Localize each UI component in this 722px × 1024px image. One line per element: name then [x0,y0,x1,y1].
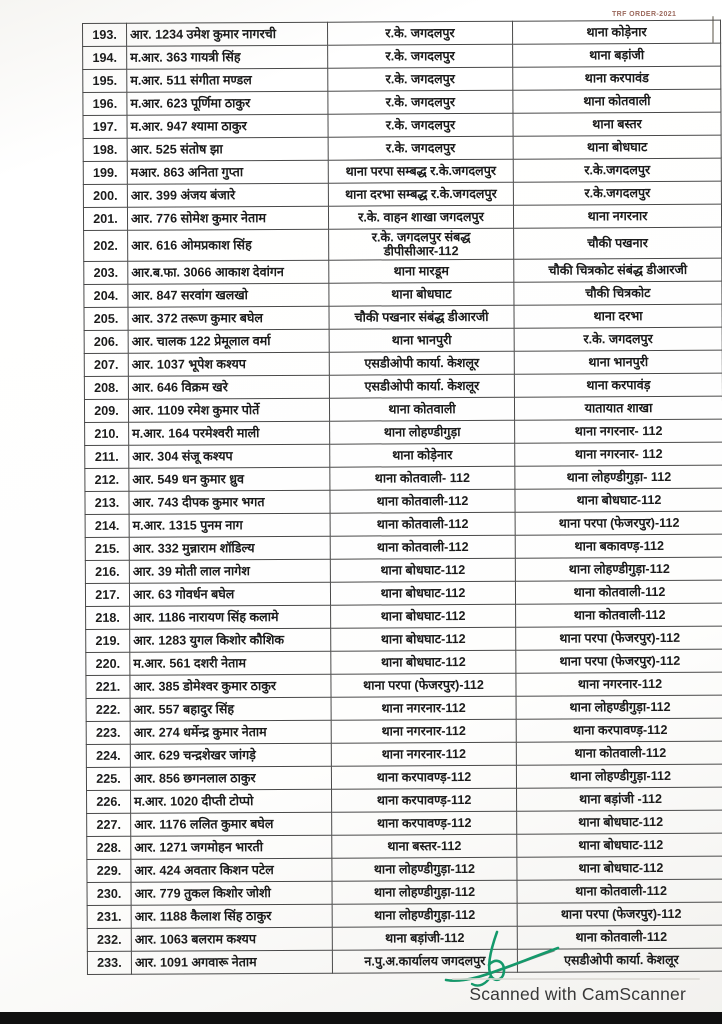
serial-cell: 206. [84,330,128,353]
serial-cell: 200. [83,184,127,207]
name-cell: आर. 274 धर्मेन्द्र कुमार नेताम [130,720,331,744]
name-cell: आर. 1271 जगमोहन भारती [131,835,332,859]
serial-cell: 218. [86,606,130,629]
table-row [83,43,721,69]
to-posting-cell: थाना बोधघाट-112 [517,810,722,834]
name-cell: म.आर. 623 पूर्णिमा ठाकुर [127,91,328,115]
trf-order-watermark: TRF ORDER-2021 [612,11,677,18]
serial-cell: 208. [84,376,128,399]
to-posting-cell: थाना लोहण्डीगुड़ा-112 [516,764,722,788]
serial-cell: 199. [83,161,127,184]
to-posting-cell: थाना बस्तर [513,112,721,136]
name-cell: म.आर. 1315 पुनम नाग [129,513,330,537]
name-cell: आर. 616 ओमप्रकाश सिंह [128,229,329,261]
to-posting-cell: थाना बोधघाट-112 [517,833,722,857]
table-row [86,764,722,790]
name-cell: आर. 525 संतोष झा [127,137,328,161]
table-row [85,534,722,560]
name-cell: म.आर. 363 गायत्री सिंह [127,45,328,69]
from-posting-cell: थाना बोधघाट-112 [330,581,515,605]
table-row [87,902,722,928]
serial-cell: 232. [87,928,131,951]
to-posting-cell: थाना लोहण्डीगुड़ा- 112 [515,465,722,489]
serial-cell: 213. [85,491,129,514]
name-cell: आर. 1283 युगल किशोर कौशिक [130,628,331,652]
from-posting-cell: र.के. जगदलपुर [328,44,513,68]
serial-cell: 216. [85,560,129,583]
to-posting-cell: एसडीओपी कार्या. केशलूर [517,948,722,972]
camscanner-credit: Scanned with CamScanner [469,984,686,1004]
from-posting-cell: थाना नगरनार-112 [331,719,516,743]
to-posting-cell: थाना परपा (फेजरपुर)-112 [515,511,722,535]
to-posting-cell: थाना नगरनार [513,204,721,228]
serial-cell: 217. [85,583,129,606]
from-posting-cell: थाना बोधघाट-112 [331,627,516,651]
to-posting-cell: चौकी पखनार [514,227,722,259]
table-row [85,442,722,468]
table-row [86,626,722,652]
table-row [85,557,722,583]
serial-cell: 209. [84,399,128,422]
serial-cell: 201. [83,207,127,230]
to-posting-cell: थाना कोतवाली-112 [517,879,722,903]
from-posting-cell: थाना कोड़ेनार [330,443,515,467]
from-posting-cell: थाना बड़ांजी-112 [332,926,517,950]
name-cell: आर. 776 सोमेश कुमार नेताम [127,206,328,230]
from-posting-cell: थाना भानपुरी [329,328,514,352]
table-row [86,603,722,629]
document-sheet [82,20,722,976]
table-row [85,419,722,445]
serial-cell: 229. [87,859,131,882]
name-cell: आर. 304 संजू कश्यप [129,444,330,468]
table-row [84,396,722,422]
from-posting-cell: र.के. जगदलपुर [328,136,513,160]
table-row [86,649,722,675]
serial-cell: 203. [84,261,128,284]
name-cell: मआर. 863 अनिता गुप्ता [127,160,328,184]
to-posting-cell: थाना बकावण्ड़-112 [515,534,722,558]
serial-cell: 210. [85,422,129,445]
table-row [85,511,722,537]
table-row [87,879,722,905]
from-posting-cell: थाना लोहण्डीगुड़ा [330,420,515,444]
table-row [84,227,722,262]
table-row [85,465,722,491]
to-posting-cell: थाना परपा (फेजरपुर)-112 [516,649,722,673]
name-cell: म.आर. 947 श्यामा ठाकुर [127,114,328,138]
from-posting-cell: र.के. जगदलपुर [328,90,513,114]
name-cell: म.आर. 561 दशरी नेताम [130,651,331,675]
from-posting-cell: थाना बोधघाट-112 [330,558,515,582]
table-row [87,810,722,836]
table-row [84,304,722,330]
to-posting-cell: थाना भानपुरी [514,350,722,374]
to-posting-cell: थाना लोहण्डीगुड़ा-112 [515,557,722,581]
from-posting-cell: र.के. जगदलपुर [327,21,512,45]
serial-cell: 221. [86,675,130,698]
name-cell: आर. 557 बहादुर सिंह [130,697,331,721]
from-posting-cell: थाना बस्तर-112 [332,834,517,858]
name-cell: आर. 1176 ललित कुमार बघेल [131,812,332,836]
to-posting-cell: थाना बोधघाट-112 [517,856,722,880]
table-row [86,695,722,721]
name-cell: आर. 1188 कैलाश सिंह ठाकुर [131,904,332,928]
name-cell: आर. 847 सरवांग खलखो [128,283,329,307]
from-posting-cell: थाना लोहण्डीगुड़ा-112 [332,903,517,927]
table-row [85,580,722,606]
from-posting-cell: र.के. जगदलपुर [328,113,513,137]
name-cell: आर. 856 छगनलाल ठाकुर [130,766,331,790]
from-posting-cell: न.पु.अ.कार्यालय जगदलपुर [332,949,517,973]
from-posting-cell: थाना मारडूम [329,259,514,283]
serial-cell: 230. [87,882,131,905]
from-posting-cell: थाना लोहण्डीगुड़ा-112 [332,857,517,881]
table-row [84,258,722,284]
serial-cell: 220. [86,652,130,675]
from-posting-cell: थाना करपावण्ड़-112 [331,765,516,789]
name-cell: आर. चालक 122 प्रेमूलाल वर्मा [128,329,329,353]
serial-cell: 197. [83,115,127,138]
from-posting-cell: र.के. जगदलपुर [328,67,513,91]
to-posting-cell: थाना दरभा [514,304,722,328]
to-posting-cell: यातायात शाखा [514,396,722,420]
from-posting-cell: थाना परपा (फेजरपुर)-112 [331,673,516,697]
table-row [83,158,721,184]
table-row [86,672,722,698]
serial-cell: 219. [86,629,130,652]
table-row [83,66,721,92]
serial-cell: 196. [83,92,127,115]
table-row [83,135,721,161]
to-posting-cell: चौकी चित्रकोट [514,281,722,305]
serial-cell: 226. [87,790,131,813]
table-row [83,20,721,46]
from-posting-cell: थाना बोधघाट-112 [331,604,516,628]
serial-cell: 227. [87,813,131,836]
to-posting-cell: चौकी चित्रकोट संबंद्ध डीआरजी [514,258,722,282]
serial-cell: 225. [86,767,130,790]
to-posting-cell: थाना कोतवाली-112 [516,741,722,765]
name-cell: आर. 1037 भूपेश कश्यप [128,352,329,376]
from-posting-cell: थाना बोधघाट [329,282,514,306]
name-cell: आर. 63 गोवर्धन बघेल [129,582,330,606]
name-cell: म.आर. 164 परमेश्वरी माली [129,421,330,445]
table-row [87,856,722,882]
transfer-table-body [83,20,722,975]
table-row [87,833,722,859]
from-posting-cell: थाना दरभा सम्बद्ध र.के.जगदलपुर [328,182,513,206]
from-posting-cell: थाना कोतवाली [329,397,514,421]
serial-cell: 212. [85,468,129,491]
name-cell: आर. 399 अंजय बंजारे [127,183,328,207]
from-posting-cell: चौकी पखनार संबंद्ध डीआरजी [329,305,514,329]
to-posting-cell: थाना कोतवाली-112 [515,580,722,604]
serial-cell: 215. [85,537,129,560]
serial-cell: 233. [87,951,131,974]
name-cell: आर. 646 विक्रम खरे [128,375,329,399]
to-posting-cell: थाना कोतवाली [513,89,721,113]
from-posting-cell: एसडीओपी कार्या. केशलूर [329,374,514,398]
table-row [83,204,721,230]
name-cell: आर. 332 मुन्नाराम शॉडिल्य [129,536,330,560]
name-cell: आर. 385 डोमेश्वर कुमार ठाकुर [130,674,331,698]
from-posting-cell: थाना कोतवाली-112 [330,535,515,559]
from-posting-cell: थाना करपावण्ड़-112 [332,788,517,812]
from-posting-cell: थाना बोधघाट-112 [331,650,516,674]
table-row [84,327,722,353]
to-posting-cell: थाना लोहण्डीगुड़ा-112 [516,695,722,719]
to-posting-cell: थाना बोधघाट-112 [515,488,722,512]
to-posting-cell: थाना बड़ांजी [513,43,721,67]
table-row [86,741,722,767]
to-posting-cell: थाना बड़ांजी -112 [517,787,722,811]
serial-cell: 204. [84,284,128,307]
table-row [83,112,721,138]
to-posting-cell: थाना बोधघाट [513,135,721,159]
serial-cell: 194. [83,46,127,69]
from-posting-cell: थाना नगरनार-112 [331,742,516,766]
to-posting-cell: र.के. जगदलपुर [514,327,722,351]
table-row [87,925,722,951]
from-posting-cell: थाना कोतवाली- 112 [330,466,515,490]
name-cell: आर. 743 दीपक कुमार भगत [129,490,330,514]
name-cell: आर. 39 मोती लाल नागेश [129,559,330,583]
table-row [83,181,721,207]
from-posting-cell: थाना करपावण्ड़-112 [332,811,517,835]
to-posting-cell: थाना करपावंड़ [514,373,722,397]
from-posting-cell: एसडीओपी कार्या. केशलूर [329,351,514,375]
from-posting-cell: थाना परपा सम्बद्ध र.के.जगदलपुर [328,159,513,183]
to-posting-cell: र.के.जगदलपुर [513,181,721,205]
table-row [85,488,722,514]
page-edge-shadow [452,978,700,980]
table-row [86,718,722,744]
to-posting-cell: थाना नगरनार- 112 [515,419,722,443]
table-row [84,373,722,399]
transfer-table [82,20,722,976]
table-row [83,89,721,115]
table-row [87,787,722,813]
serial-cell: 223. [86,721,130,744]
to-posting-cell: थाना कोड़ेनार [512,20,720,44]
signature-ink [436,924,566,990]
bottom-black-bar [0,1012,722,1024]
table-row [84,350,722,376]
to-posting-cell: र.के.जगदलपुर [513,158,721,182]
from-posting-cell: थाना लोहण्डीगुड़ा-112 [332,880,517,904]
name-cell: म.आर. 511 संगीता मण्डल [127,68,328,92]
serial-cell: 193. [83,23,127,46]
serial-cell: 228. [87,836,131,859]
name-cell: आर. 424 अवतार किशन पटेल [131,858,332,882]
name-cell: आर. 1091 अगवारू नेताम [131,950,332,974]
name-cell: आर. 1063 बलराम कश्यप [131,927,332,951]
serial-cell: 195. [83,69,127,92]
serial-cell: 224. [86,744,130,767]
to-posting-cell: थाना नगरनार- 112 [515,442,722,466]
name-cell: आर. 1109 रमेश कुमार पोर्ते [128,398,329,422]
serial-cell: 214. [85,514,129,537]
name-cell: आर. 629 चन्द्रशेखर जांगड़े [130,743,331,767]
serial-cell: 222. [86,698,130,721]
serial-cell: 202. [84,230,128,261]
from-posting-cell: थाना कोतवाली-112 [330,489,515,513]
to-posting-cell: थाना करपावंड [513,66,721,90]
to-posting-cell: थाना कोतवाली-112 [517,925,722,949]
name-cell: आर. 1186 नारायण सिंह कलामे [130,605,331,629]
from-posting-cell: र.के. वाहन शाखा जगदलपुर [328,205,513,229]
to-posting-cell: थाना परपा (फेजरपुर)-112 [516,626,722,650]
name-cell: आर. 372 तरूण कुमार बघेल [128,306,329,330]
to-posting-cell: थाना करपावण्ड़-112 [516,718,722,742]
serial-cell: 205. [84,307,128,330]
name-cell: आर. 779 तुकल किशोर जोशी [131,881,332,905]
name-cell: आर.ब.फा. 3066 आकाश देवांगन [128,260,329,284]
serial-cell: 231. [87,905,131,928]
name-cell: आर. 1234 उमेश कुमार नागरची [127,22,328,46]
serial-cell: 198. [83,138,127,161]
from-posting-cell: र.के. जगदलपुर संबद्ध डीपीसीआर-112 [329,228,514,260]
to-posting-cell: थाना नगरनार-112 [516,672,722,696]
name-cell: म.आर. 1020 दीप्ती टोप्पो [131,789,332,813]
table-row [87,948,722,974]
from-posting-cell: थाना कोतवाली-112 [330,512,515,536]
serial-cell: 207. [84,353,128,376]
from-posting-cell: थाना नगरनार-112 [331,696,516,720]
name-cell: आर. 549 धन कुमार ध्रुव [129,467,330,491]
serial-cell: 211. [85,445,129,468]
table-row [84,281,722,307]
to-posting-cell: थाना परपा (फेजरपुर)-112 [517,902,722,926]
to-posting-cell: थाना कोतवाली-112 [516,603,722,627]
